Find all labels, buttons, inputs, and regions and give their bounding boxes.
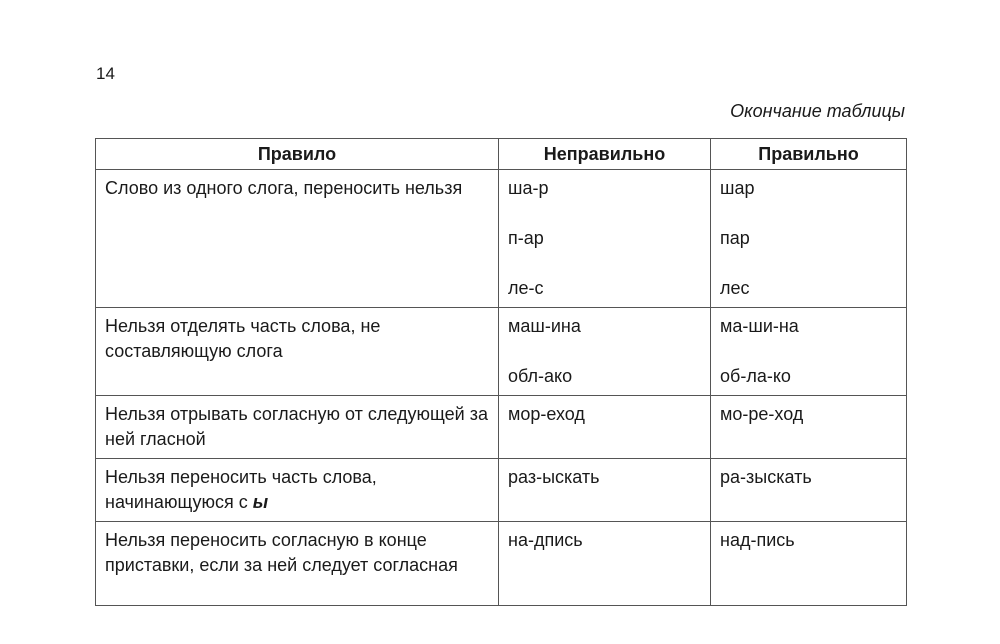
table-continuation-caption: Окончание таблицы <box>730 101 905 121</box>
rule-cell <box>96 308 499 396</box>
correct-variant: пар <box>720 228 750 248</box>
correct-variant: ма-ши-на <box>720 316 799 336</box>
table-row <box>96 308 907 396</box>
correct-variant: ра-зыскать <box>720 467 812 487</box>
correct-variant: над-пись <box>720 530 795 550</box>
incorrect-variant: раз-ыскать <box>508 467 600 487</box>
incorrect-variant: п-ар <box>508 228 544 248</box>
rule-emphasis-letter: ы <box>252 492 269 512</box>
rule-cell <box>96 459 499 522</box>
rule-text: Нельзя отрывать согласную от следующей за ней гласной <box>105 404 488 449</box>
incorrect-variant: ша-р <box>508 178 549 198</box>
table-row <box>96 170 907 308</box>
incorrect-variant: обл-ако <box>508 366 573 386</box>
correct-variant: лес <box>720 278 750 298</box>
incorrect-variant: ле-с <box>508 278 544 298</box>
correct-cell <box>711 459 907 522</box>
header-incorrect: Неправильно <box>499 139 711 170</box>
incorrect-variant: мор-еход <box>508 404 585 424</box>
rule-text: Нельзя переносить согласную в конце приставки, если за ней следует согласная <box>105 530 458 575</box>
correct-cell <box>711 396 907 459</box>
rule-text: Нельзя отделять часть слова, не составляющую слога <box>105 316 381 361</box>
incorrect-variant: на-дпись <box>508 530 583 550</box>
incorrect-cell <box>499 459 711 522</box>
correct-cell <box>711 170 907 308</box>
incorrect-variant: маш-ина <box>508 316 581 336</box>
hyphenation-rules-table <box>95 138 907 606</box>
incorrect-cell <box>499 522 711 606</box>
incorrect-cell <box>499 308 711 396</box>
table-header-row <box>96 139 907 170</box>
table-row <box>96 459 907 522</box>
correct-variant: шар <box>720 178 755 198</box>
rule-cell <box>96 170 499 308</box>
table-row <box>96 396 907 459</box>
correct-variant: об-ла-ко <box>720 366 791 386</box>
correct-variant: мо-ре-ход <box>720 404 804 424</box>
incorrect-cell <box>499 170 711 308</box>
rule-cell <box>96 396 499 459</box>
rule-text: Нельзя переносить часть слова, начинающуюся с <box>105 467 377 512</box>
incorrect-cell <box>499 396 711 459</box>
rule-cell <box>96 522 499 606</box>
header-correct: Правильно <box>711 139 907 170</box>
header-rule: Правило <box>96 139 499 170</box>
table-row <box>96 522 907 606</box>
correct-cell <box>711 308 907 396</box>
page-number: 14 <box>96 64 115 83</box>
rule-text: Слово из одного слога, переносить нельзя <box>105 178 463 198</box>
correct-cell <box>711 522 907 606</box>
